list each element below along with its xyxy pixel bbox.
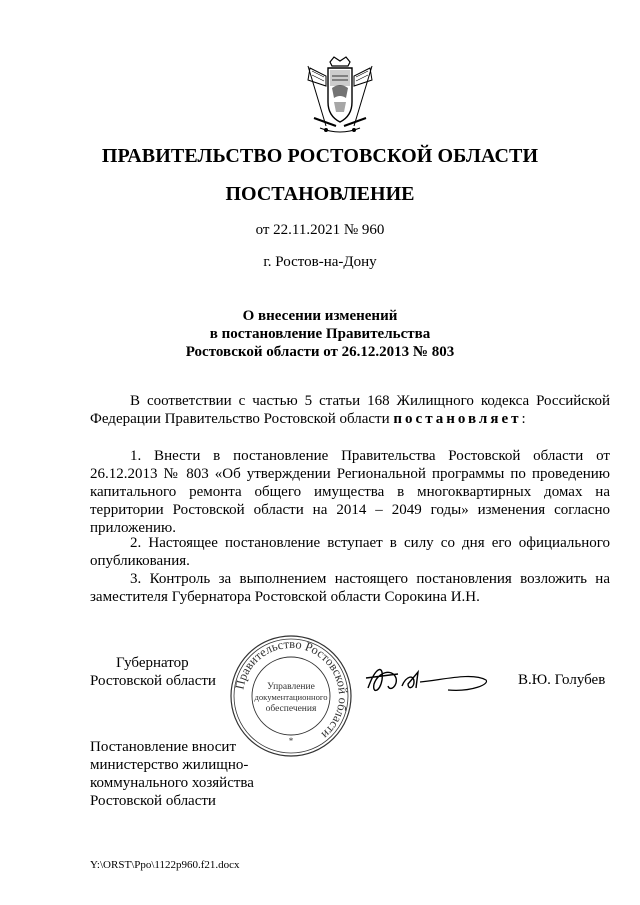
svg-text:*: *: [288, 736, 294, 746]
subject-line: О внесении изменений: [242, 308, 398, 324]
submitter-line: Постановление вносит: [90, 739, 237, 755]
stamp-center-line: обеспечения: [265, 704, 317, 714]
signatory-name: В.Ю. Голубев: [518, 672, 606, 688]
submitter-line: коммунального хозяйства: [90, 775, 254, 791]
submitter-note: [90, 738, 254, 810]
position-line: Ростовской области: [90, 673, 216, 689]
submitter-line: Ростовской области: [90, 793, 216, 809]
preamble-paragraph: [90, 392, 610, 428]
document-date-number: от 22.11.2021 № 960: [255, 222, 385, 238]
clause-1: 1. Внести в постановление Правительства Ростовской области от 26.12.2013 № 803 «Об утверждении Региональной программы по проведению капитального ремонта общего имущества в многоквартирных домах на территории Ростовской области на 2014 – 2049 годы» изменения согласно приложению.: [90, 448, 610, 536]
submitter-line: министерство жилищно-: [90, 757, 249, 773]
clause-3: 3. Контроль за выполнением настоящего постановления возложить на заместителя Губернатора Ростовской области Сорокина И.Н.: [90, 571, 610, 605]
preamble-text: В соответствии с частью 5 статьи 168 Жилищного кодекса Российской Федерации Правительство Ростовской области: [90, 393, 610, 427]
subject-line: Ростовской области от 26.12.2013 № 803: [185, 344, 455, 360]
file-path: Y:\ORST\Ppo\1122p960.f21.docx: [90, 859, 240, 871]
coat-of-arms-icon: [296, 56, 384, 138]
government-title: ПРАВИТЕЛЬСТВО РОСТОВСКОЙ ОБЛАСТИ: [101, 145, 539, 167]
decree-word: постановляет: [393, 411, 522, 427]
preamble-colon: :: [521, 411, 526, 427]
stamp-ring-text: Правительство Ростовской области: [232, 636, 351, 742]
document-subject: [0, 307, 640, 361]
position-line: Губернатор: [116, 655, 189, 671]
stamp-center-line: Управление: [267, 682, 315, 692]
document-city: г. Ростов-на-Дону: [263, 254, 377, 270]
document-type: ПОСТАНОВЛЕНИЕ: [225, 183, 415, 205]
subject-line: в постановление Правительства: [209, 326, 431, 342]
clause-2: 2. Настоящее постановление вступает в силу со дня его официального опубликования.: [90, 535, 610, 569]
signatory-position: [90, 654, 216, 690]
stamp-center-line: документационного: [254, 692, 328, 702]
handwritten-signature: [362, 658, 492, 702]
